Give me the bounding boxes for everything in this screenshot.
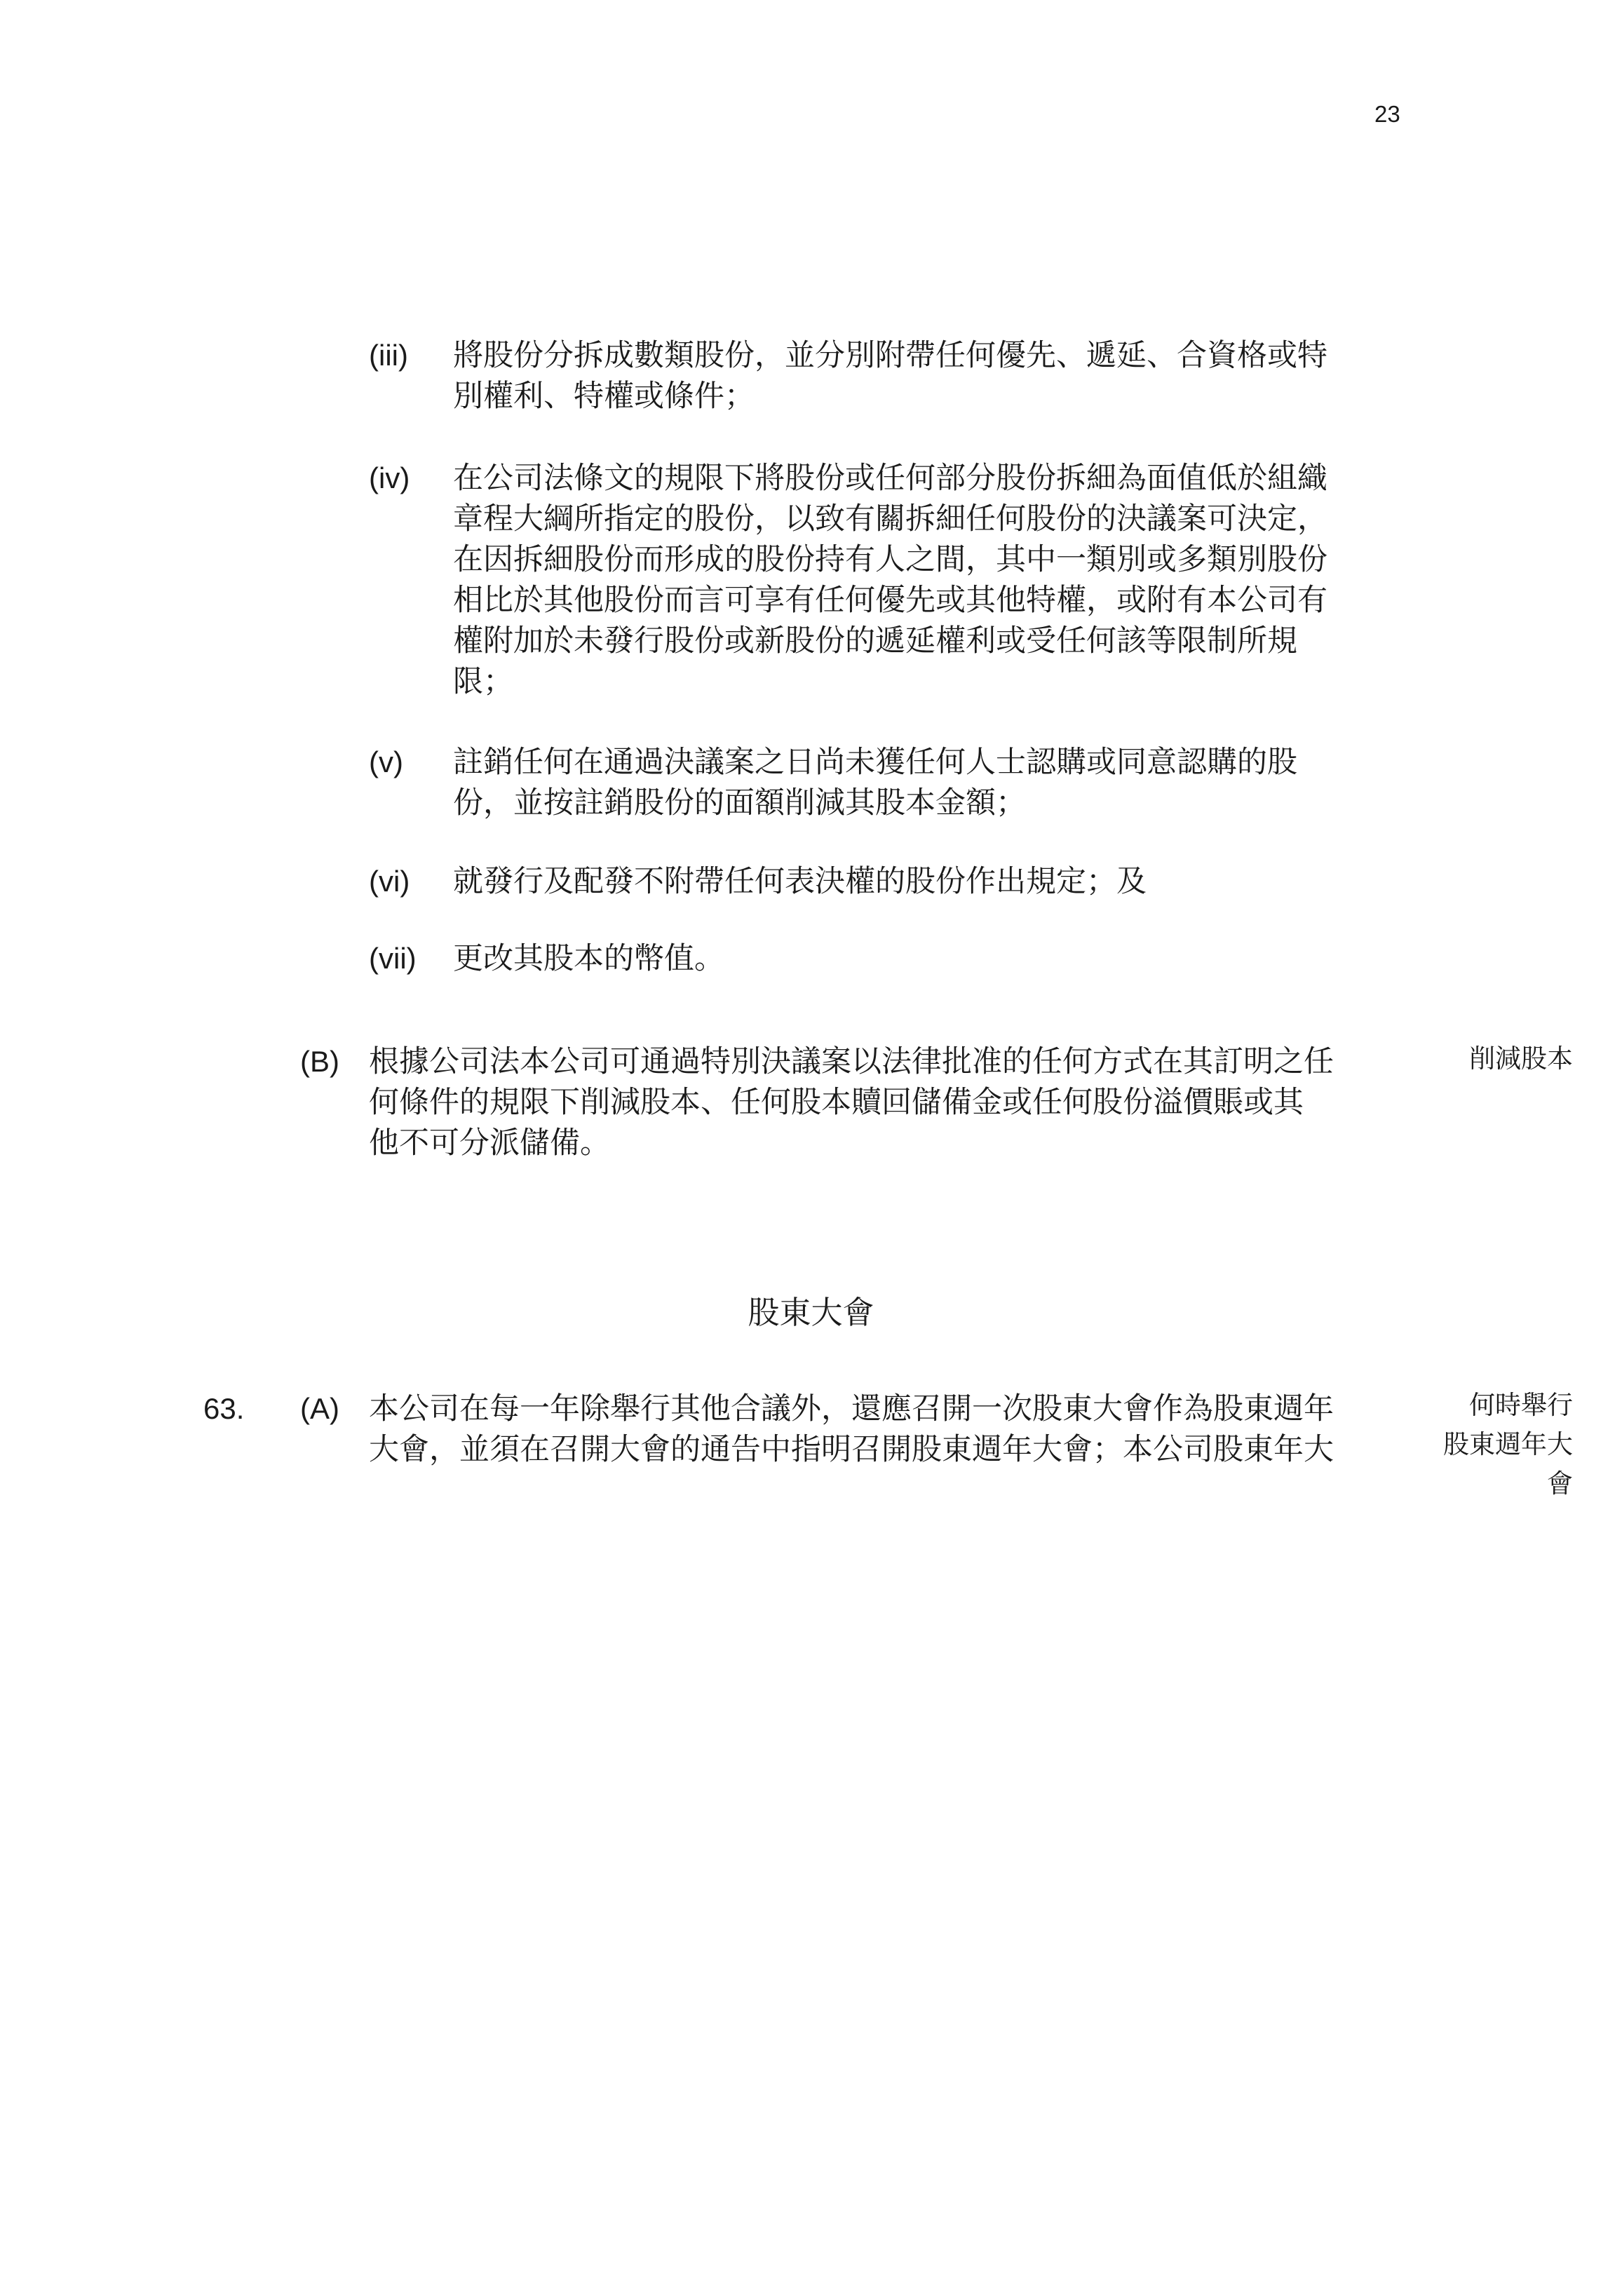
- paragraph-b-marker: (B): [300, 1045, 339, 1078]
- sub-item-text: 在公司法條文的規限下將股份或任何部分股份拆細為面值低於組織 章程大綱所指定的股份，以致有關拆細任何股份的決議案可決定， 在因拆細股份而形成的股份持有人之間，其中一類別或多類別股份 相比於其他股份而言可享有任何優先或其他特權，或附有本公司有 權附加於未發行股份或新股份的遞延權利或受任何該等限制所規 限；: [453, 461, 1327, 699]
- sub-item-text: 將股份分拆成數類股份，並分別附帶任何優先、遞延、合資格或特 別權利、特權或條件；: [453, 338, 1327, 414]
- sub-item-text: 更改其股本的幣值。: [453, 941, 724, 976]
- paragraph-b-text: 根據公司法本公司可通過特別決議案以法律批准的任何方式在其訂明之任 何條件的規限下削減股本、任何股本贖回儲備金或任何股份溢價賬或其 他不可分派儲備。: [369, 1044, 1334, 1161]
- article-63-text: 本公司在每一年除舉行其他合議外，還應召開一次股東大會作為股東週年 大會，並須在召開大會的通告中指明召開股東週年大會；本公司股東年大: [369, 1391, 1334, 1467]
- sub-item-marker: (vi): [369, 865, 410, 898]
- side-note-reduce-capital: 削減股本: [1469, 1044, 1573, 1074]
- article-63-marker: (A): [300, 1392, 339, 1425]
- page-number: 23: [1374, 101, 1400, 127]
- sub-item-marker: (vii): [369, 942, 417, 975]
- sub-item-marker: (iii): [369, 339, 408, 372]
- sub-item-text: 就發行及配發不附帶任何表決權的股份作出規定；及: [453, 864, 1147, 899]
- sub-item-text: 註銷任何在通過決議案之日尚未獲任何人士認購或同意認購的股 份，並按註銷股份的面額削減其股本金額；: [453, 745, 1297, 821]
- side-note-agm: 何時舉行 股東週年大 會: [1443, 1390, 1573, 1499]
- section-heading: 股東大會: [748, 1294, 874, 1331]
- sub-item-marker: (v): [369, 745, 403, 778]
- article-number: 63.: [203, 1392, 245, 1425]
- sub-item-marker: (iv): [369, 461, 410, 494]
